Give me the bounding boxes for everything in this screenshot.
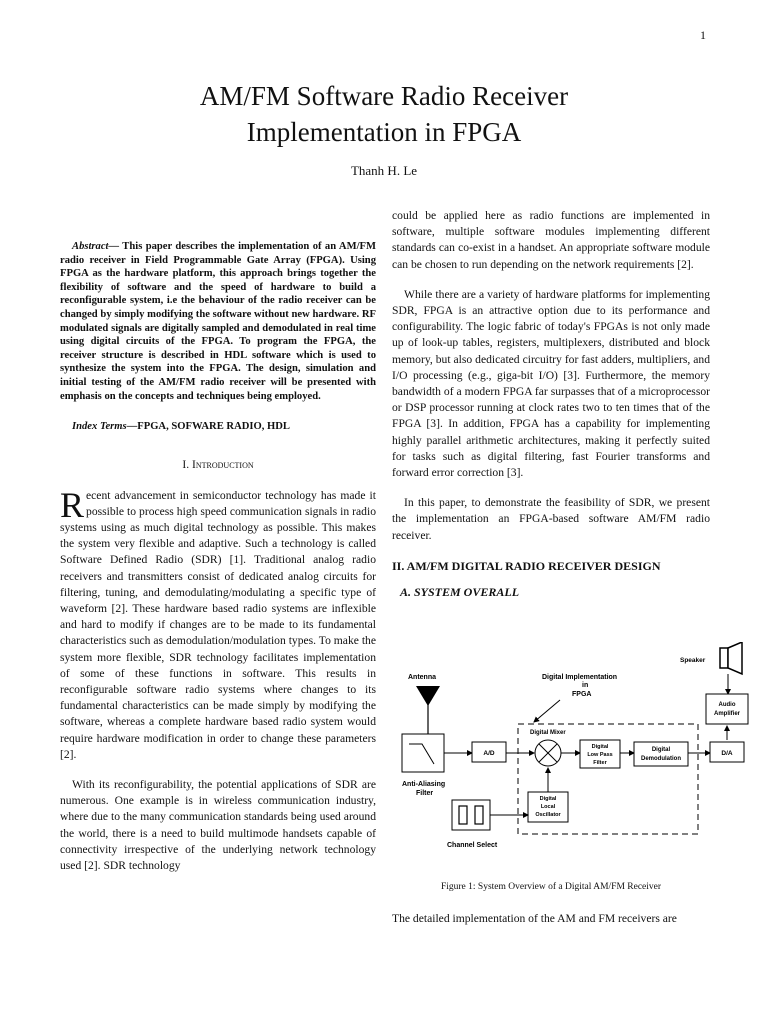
- abstract-text: This paper describes the implementation of an AM/FM radio receiver in Field Programmable Gate Array (FPGA). Using FPGA as the hardware platform, this approach brings together the flexibility of software and the speed of hardware to build a reconfigurable system, i.e the behaviour of the radio receiver can be changed by simply modifying the software without new hardware. RF modulated signals are digitally sampled and demodulated in real time using digital circuits of the FPGA. To program the FPGA, the receiver structure is described in HDL software which is used to synthesize the system into the FPGA. The design, simulation and initial testing of the AM/FM radio receiver will be presented with emphasis on the concepts and techniques being employed.: [60, 241, 376, 402]
- index-terms: [60, 419, 376, 435]
- section-heading-introduction: [60, 457, 376, 473]
- audio-amplifier-label-1: Audio: [718, 702, 736, 708]
- mixer-icon: [535, 740, 561, 766]
- drop-cap: R: [60, 484, 85, 525]
- audio-amplifier-box: [706, 694, 748, 724]
- abstract-lead: Abstract—: [72, 241, 120, 252]
- audio-amplifier-label-2: Amplifier: [713, 711, 741, 717]
- osc-label-3: Oscillator: [535, 812, 561, 818]
- demodulation-box: [634, 742, 688, 766]
- anti-aliasing-filter-box: [402, 734, 444, 772]
- author: Thanh H. Le: [350, 163, 418, 178]
- after-figure-text: The detailed implementation of the AM and FM receivers are: [392, 912, 677, 925]
- channel-select-label: Channel Select: [447, 842, 498, 849]
- lpf-label-1: Digital: [591, 744, 609, 750]
- digital-implementation-label: Digital Implementation: [542, 674, 618, 681]
- lpf-label-2: Low Pass: [587, 752, 613, 758]
- anti-aliasing-label-1: Anti-Aliasing: [402, 781, 446, 788]
- demod-label-1: Digital: [651, 747, 671, 753]
- antenna-icon: [416, 686, 440, 734]
- section-heading-design: II. AM/FM DIGITAL RADIO RECEIVER DESIGN: [392, 558, 661, 573]
- intro-paragraph-4: In this paper, to demonstrate the feasibility of SDR, we present the implementation an FPGA-based software AM/FM radio receiver.: [392, 496, 710, 542]
- osc-label-2: Local: [540, 804, 556, 810]
- digital-implementation-fpga: FPGA: [572, 691, 592, 698]
- left-column: [60, 240, 376, 888]
- digital-implementation-in: in: [582, 682, 589, 689]
- speaker-label: Speaker: [680, 657, 706, 664]
- intro-paragraph-1-text: ecent advancement in semiconductor technology has made it possible to process high speed communication signals in radio systems using as much digital technology as possible. This makes the system very flexible and adaptive. Such a technology is called Software Defined Radio (SDR) [1]. Traditional analog radio receivers and transmitters consist of dedicated analog circuits for filtering, tuning, and demodulating/modulating a specific type of waveform [2]. These hardware based radio systems are inflexible and hard to modify if changes are to be made to its fundamental characteristics such as demodulation/modulation types. To make the system more flexible, SDR technology facilitates implementation of some of these functions in software. This results in reconfigurable software radio systems where changes to its fundamental characteristics can be made simply by modifying the software, whereas a complete hardware based radio system would require hardware modification in order to change these parameters [2].: [60, 488, 376, 761]
- section-title: Introduction: [192, 458, 254, 472]
- section-number: I.: [182, 458, 190, 472]
- intro-paragraph-2-continued: could be applied here as radio functions are implemented in software, multiple software modules implementing different standards can co-exist in a handset. An appropriate software module can be chosen to run depending on the network requirements [2].: [392, 209, 710, 271]
- abstract: [60, 240, 376, 403]
- right-column: [392, 208, 710, 606]
- antenna-label: Antenna: [408, 674, 436, 681]
- ad-label: A/D: [483, 750, 495, 757]
- title-line-2: Implementation in FPGA: [246, 117, 522, 147]
- index-terms-text: —FPGA, SOFWARE RADIO, HDL: [126, 421, 290, 433]
- figure-caption: Figure 1: System Overview of a Digital AM/FM Receiver: [440, 882, 662, 892]
- index-terms-lead: Index Terms: [72, 421, 127, 433]
- speaker-icon: [720, 642, 742, 674]
- demod-label-2: Demodulation: [641, 756, 681, 762]
- subsection-heading-system-overall: A. SYSTEM OVERALL: [400, 585, 520, 600]
- channel-select-icon: [452, 800, 490, 830]
- system-block-diagram: [392, 642, 752, 860]
- paper-title: [0, 78, 768, 150]
- intro-paragraph-1: [60, 484, 376, 763]
- intro-paragraph-3: While there are a variety of hardware platforms for implementing SDR, FPGA is an attractive option due to its performance and configurability. The logic fabric of today's FPGAs is not only made up of look-up tables, registers, multiplexers, distributed and block memory, but also dedicated circuitry for fast adders, multipliers, and I/O processing (e.g., giga-bit I/O) [3]. Furthermore, the memory bandwidth of a modern FPGA far surpasses that of a microprocessor or DSP processor running at clock rates two to ten times that of the FPGA [3]. In addition, FPGA has a capability for implementing highly parallel arithmetic architectures, making it perfectly suited for tasks such as digital filtering, fast Fourier transforms and forward error correction [3].: [392, 287, 710, 480]
- digital-mixer-label: Digital Mixer: [530, 730, 566, 736]
- title-line-1: AM/FM Software Radio Receiver: [199, 81, 569, 111]
- page-number: 1: [700, 28, 706, 42]
- lpf-label-3: Filter: [593, 760, 607, 766]
- osc-label-1: Digital: [539, 796, 557, 802]
- da-label: D/A: [721, 750, 733, 757]
- anti-aliasing-label-2: Filter: [416, 790, 434, 797]
- intro-paragraph-2: With its reconfigurability, the potential applications of SDR are numerous. One example is in wireless communication industry, where due to the many communication standards being used around the world, there is a need to build multimode handsets capable of connectivity irrespective of the underlying network technology used [2]. SDR technology: [60, 777, 376, 872]
